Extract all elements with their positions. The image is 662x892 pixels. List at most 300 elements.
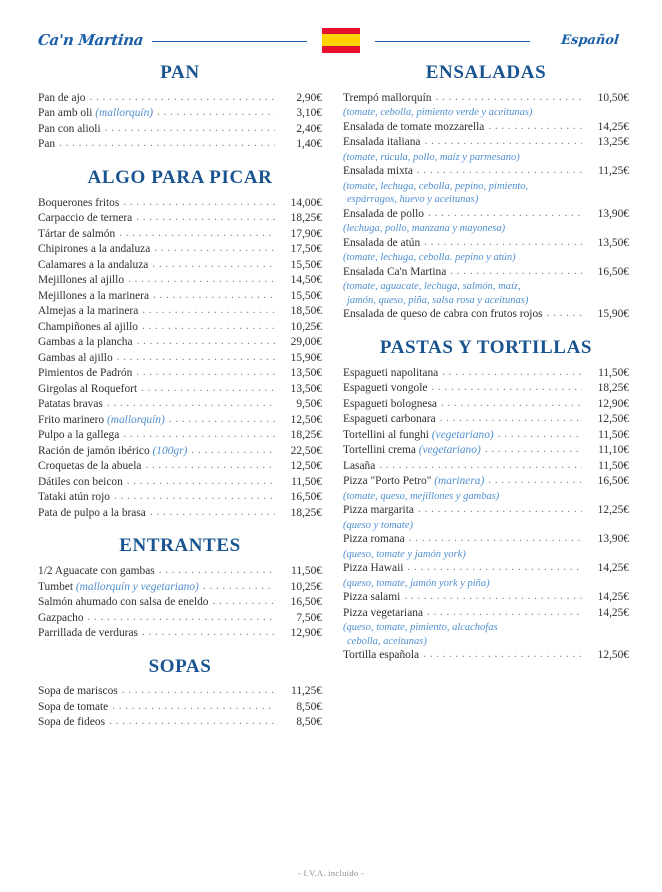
- menu-item-name: [343, 474, 484, 490]
- menu-section-entrantes: [38, 535, 322, 641]
- menu-item-label: Champiñones al ajillo: [38, 320, 138, 333]
- menu-item: [343, 474, 629, 490]
- leader-dots: [409, 535, 582, 548]
- menu-item-label: Sopa de fideos: [38, 716, 106, 729]
- menu-item: [38, 106, 322, 122]
- menu-item: [38, 137, 322, 153]
- leader-dots: [431, 384, 582, 397]
- menu-item-price: 22,50€: [290, 444, 322, 457]
- leader-dots: [114, 493, 275, 506]
- menu-item-description: (queso, tomate, pimiento, alcachofas: [343, 622, 498, 634]
- menu-item-label: Pimientos de Padrón: [38, 367, 133, 380]
- menu-item-label: Ensalada de pollo: [343, 207, 424, 220]
- menu-item: [38, 397, 322, 413]
- menu-item: [343, 164, 629, 180]
- menu-item-name: [343, 561, 403, 577]
- menu-item-label: Parrillada de verduras: [38, 627, 138, 640]
- menu-item: [343, 307, 629, 323]
- menu-item-price: 14,50€: [290, 274, 322, 287]
- menu-item-label: Gambas a la plancha: [38, 336, 133, 349]
- menu-item-price: 12,90€: [290, 627, 322, 640]
- menu-item-price: 10,50€: [597, 91, 629, 104]
- menu-item-label: Ensalada Ca'n Martina: [343, 265, 447, 278]
- leader-dots: [141, 384, 275, 397]
- menu-item: [38, 700, 322, 716]
- menu-item-label: Tortellini crema: [343, 444, 419, 457]
- menu-item-name: [38, 459, 141, 475]
- menu-item-name: [343, 428, 494, 444]
- menu-item-price: 15,90€: [597, 308, 629, 321]
- menu-item-name: [343, 412, 436, 428]
- menu-item-label: Tataki atún rojo: [38, 491, 110, 504]
- menu-item: [343, 503, 629, 519]
- menu-item-price: 13,90€: [597, 207, 629, 220]
- menu-item-name: [343, 265, 446, 281]
- footer-note: - I.V.A. incluido -: [298, 868, 364, 878]
- menu-item-price: 13,90€: [597, 533, 629, 546]
- leader-dots: [145, 462, 275, 475]
- leader-dots: [142, 629, 275, 642]
- leader-dots: [88, 613, 275, 626]
- menu-item: [38, 626, 322, 642]
- header-rule-left: [152, 41, 307, 42]
- menu-item-name: [38, 227, 115, 243]
- menu-item-name: [343, 91, 432, 107]
- menu-item-name: [343, 381, 427, 397]
- menu-item-label: Pan: [38, 138, 56, 151]
- menu-item-name: [38, 397, 103, 413]
- menu-item-name: [343, 207, 424, 223]
- leader-dots: [153, 291, 275, 304]
- menu-item-note: (vegetariano): [431, 428, 494, 441]
- leader-dots: [379, 461, 582, 474]
- menu-item: [343, 606, 629, 622]
- menu-item-name: [38, 684, 118, 700]
- menu-item-description: (tomate, lechuga, cebolla. pepino y atún): [343, 252, 516, 264]
- menu-item-note: (marinera): [434, 475, 485, 488]
- menu-item: [38, 122, 322, 138]
- menu-item-price: 16,50€: [290, 491, 322, 504]
- menu-item-price: 12,25€: [597, 504, 629, 517]
- menu-item: [38, 459, 322, 475]
- menu-item: [343, 265, 629, 281]
- menu-item-name: [38, 242, 150, 258]
- leader-dots: [107, 400, 275, 413]
- leader-dots: [436, 93, 583, 106]
- menu-item-label: Girgolas al Roquefort: [38, 382, 138, 395]
- leader-dots: [441, 399, 582, 412]
- leader-dots: [159, 567, 275, 580]
- leader-dots: [498, 430, 582, 443]
- menu-item-name: [38, 122, 101, 138]
- menu-item-price: 11,50€: [598, 366, 629, 379]
- menu-item: [343, 443, 629, 459]
- menu-item-description: (tomate, cebolla, pimiento verde y aceitunas): [343, 107, 533, 119]
- menu-item: [38, 428, 322, 444]
- menu-item: [38, 382, 322, 398]
- menu-item-price: 11,50€: [291, 565, 322, 578]
- menu-item-note: (vegetariano): [418, 444, 481, 457]
- menu-item-description: (lechuga, pollo, manzana y mayonesa): [343, 223, 506, 235]
- menu-item-label: Pizza vegetariana: [343, 606, 424, 619]
- menu-item: [343, 381, 629, 397]
- menu-item: [343, 207, 629, 223]
- menu-item: [38, 564, 322, 580]
- menu-item-label: Ensalada de tomate mozzarella: [343, 120, 485, 133]
- leader-dots: [109, 718, 275, 731]
- menu-item-price: 12,50€: [597, 413, 629, 426]
- menu-item: [38, 366, 322, 382]
- menu-item-price: 2,90€: [296, 91, 322, 104]
- menu-item-label: Sopa de mariscos: [38, 685, 118, 698]
- menu-item-price: 12,50€: [290, 460, 322, 473]
- menu-item-name: [343, 307, 543, 323]
- menu-item-price: 7,50€: [296, 611, 322, 624]
- menu-item-name: [38, 273, 124, 289]
- leader-dots: [152, 260, 275, 273]
- menu-item: [343, 648, 629, 664]
- menu-item-name: [343, 366, 438, 382]
- menu-item-name: [343, 503, 414, 519]
- leader-dots: [203, 582, 275, 595]
- menu-item: [343, 120, 629, 136]
- menu-item-name: [38, 611, 84, 627]
- menu-item-label: Pan de ajo: [38, 91, 86, 104]
- menu-item-label: Espagueti bolognesa: [343, 397, 437, 410]
- menu-item-price: 14,25€: [597, 606, 629, 619]
- menu-item-label: Pizza salami: [343, 591, 401, 604]
- menu-item-label: Pizza "Porto Petro": [343, 475, 435, 488]
- menu-item: [38, 506, 322, 522]
- menu-item-name: [38, 196, 119, 212]
- menu-item-label: Ensalada mixta: [343, 165, 413, 178]
- menu-item-price: 15,50€: [290, 289, 322, 302]
- section-title: ALGO PARA PICAR: [87, 166, 273, 188]
- menu-item-label: Salmón ahumado con salsa de eneldo: [38, 596, 209, 609]
- menu-item-label: Lasaña: [343, 459, 376, 472]
- leader-dots: [488, 122, 582, 135]
- menu-item-name: [343, 135, 420, 151]
- section-title: SOPAS: [148, 655, 212, 677]
- menu-item: [343, 91, 629, 107]
- menu-item-name: [38, 475, 123, 491]
- menu-item-price: 11,50€: [598, 459, 629, 472]
- menu-item: [343, 532, 629, 548]
- leader-dots: [450, 267, 582, 280]
- leader-dots: [136, 214, 275, 227]
- menu-item-label: Tortilla española: [343, 649, 420, 662]
- menu-item-name: [38, 106, 153, 122]
- menu-column-left: [0, 62, 331, 731]
- menu-item-name: [38, 351, 113, 367]
- menu-item-price: 10,25€: [290, 580, 322, 593]
- menu-item: [38, 684, 322, 700]
- menu-section-ensaladas: [343, 62, 629, 323]
- menu-item: [38, 335, 322, 351]
- menu-item-note: (100gr): [152, 444, 188, 457]
- menu-item: [38, 91, 322, 107]
- leader-dots: [417, 167, 582, 180]
- menu-item-label: Tortellini al funghi: [343, 428, 432, 441]
- spain-flag-icon: [321, 27, 361, 54]
- menu-item-label: Frito marinero: [38, 413, 107, 426]
- leader-dots: [128, 276, 275, 289]
- menu-item-label: Pan con alioli: [38, 122, 101, 135]
- leader-dots: [117, 353, 275, 366]
- menu-item-label: Pulpo a la gallega: [38, 429, 120, 442]
- leader-dots: [428, 209, 582, 222]
- menu-item-label: Tumbet: [38, 580, 76, 593]
- menu-item-label: Espagueti napolitana: [343, 366, 439, 379]
- menu-item: [38, 475, 322, 491]
- menu-item: [343, 135, 629, 151]
- menu-item-name: [38, 700, 108, 716]
- menu-item-label: Pizza margarita: [343, 504, 414, 517]
- menu-item-label: Boquerones fritos: [38, 196, 120, 209]
- menu-item-name: [38, 444, 187, 460]
- menu-item-price: 16,50€: [290, 596, 322, 609]
- menu-item-label: Mejillones a la marinera: [38, 289, 150, 302]
- menu-item-name: [38, 413, 165, 429]
- menu-item-name: [343, 236, 420, 252]
- leader-dots: [485, 446, 582, 459]
- menu-item-price: 16,50€: [597, 475, 629, 488]
- menu-item: [343, 366, 629, 382]
- menu-item-price: 11,25€: [598, 165, 629, 178]
- leader-dots: [105, 124, 275, 137]
- leader-dots: [89, 93, 275, 106]
- menu-item-price: 18,25€: [290, 212, 322, 225]
- menu-item-name: [38, 490, 110, 506]
- flag-band-yellow: [322, 34, 360, 47]
- leader-dots: [154, 245, 275, 258]
- menu-item-description: (queso y tomate): [343, 519, 413, 531]
- menu-item-label: Dátiles con beicon: [38, 475, 123, 488]
- menu-item-price: 11,50€: [598, 428, 629, 441]
- menu-item-label: Carpaccio de ternera: [38, 212, 133, 225]
- leader-dots: [123, 198, 275, 211]
- menu-item: [38, 444, 322, 460]
- leader-dots: [169, 415, 275, 428]
- menu-item: [38, 351, 322, 367]
- leader-dots: [213, 598, 276, 611]
- menu-section-pan: [38, 62, 322, 153]
- menu-item-name: [343, 532, 405, 548]
- menu-item: [38, 196, 322, 212]
- language-label: Español: [560, 32, 620, 48]
- flag-band-red-bottom: [322, 46, 360, 52]
- menu-item: [38, 715, 322, 731]
- menu-item: [343, 459, 629, 475]
- menu-item-label: Patatas bravas: [38, 398, 103, 411]
- menu-item-name: [38, 304, 138, 320]
- menu-item-name: [343, 120, 484, 136]
- menu-item-label: Sopa de tomate: [38, 700, 109, 713]
- leader-dots: [157, 109, 275, 122]
- menu-item-label: Ensalada de atún: [343, 236, 421, 249]
- menu-item-name: [38, 335, 133, 351]
- menu-item-label: Tártar de salmón: [38, 227, 116, 240]
- menu-item-name: [38, 258, 148, 274]
- menu-item-name: [38, 382, 137, 398]
- menu-item-price: 18,25€: [290, 429, 322, 442]
- menu-item: [38, 595, 322, 611]
- menu-item-price: 13,25€: [597, 136, 629, 149]
- menu-item: [38, 289, 322, 305]
- menu-item-label: Pizza Hawaii: [343, 562, 404, 575]
- menu-columns: [0, 62, 662, 731]
- menu-item-description: (tomate, queso, mejillones y gambas): [343, 490, 500, 502]
- leader-dots: [547, 310, 582, 323]
- menu-item-label: Pizza romana: [343, 533, 405, 546]
- leader-dots: [423, 651, 582, 664]
- section-title: PASTAS Y TORTILLAS: [379, 336, 593, 358]
- menu-item-description: (tomate, lechuga, cebolla, pepino, pimiento,: [343, 180, 529, 192]
- menu-item: [38, 580, 322, 596]
- menu-section-sopas: [38, 656, 322, 731]
- menu-item-name: [343, 590, 400, 606]
- menu-item-label: Pata de pulpo a la brasa: [38, 506, 146, 519]
- menu-item-note: (mallorquín): [106, 413, 165, 426]
- leader-dots: [424, 238, 582, 251]
- leader-dots: [122, 687, 275, 700]
- menu-column-right: [331, 62, 662, 731]
- menu-item-label: Almejas a la marinera: [38, 305, 139, 318]
- leader-dots: [136, 369, 275, 382]
- menu-item-description: cebolla, aceitunas): [347, 635, 427, 647]
- menu-item-name: [38, 137, 55, 153]
- leader-dots: [142, 307, 275, 320]
- leader-dots: [191, 446, 275, 459]
- menu-item-price: 18,25€: [290, 506, 322, 519]
- menu-item: [38, 611, 322, 627]
- menu-item-price: 12,90€: [597, 397, 629, 410]
- menu-item: [343, 412, 629, 428]
- menu-item-label: Gazpacho: [38, 611, 84, 624]
- menu-section-pastas-y-tortillas: [343, 337, 629, 664]
- menu-item-price: 29,00€: [290, 336, 322, 349]
- menu-item-name: [343, 164, 413, 180]
- menu-item-price: 18,25€: [597, 382, 629, 395]
- menu-item-price: 18,50€: [290, 305, 322, 318]
- menu-item: [38, 242, 322, 258]
- leader-dots: [127, 477, 275, 490]
- menu-item-label: Pan amb oli: [38, 107, 96, 120]
- menu-item-name: [38, 595, 209, 611]
- menu-item: [38, 413, 322, 429]
- menu-item-price: 8,50€: [296, 700, 322, 713]
- menu-item-note: (mallorquín y vegetariano): [75, 580, 199, 593]
- leader-dots: [418, 506, 582, 519]
- menu-item-price: 14,25€: [597, 562, 629, 575]
- menu-item-price: 12,50€: [290, 413, 322, 426]
- menu-item-price: 16,50€: [597, 265, 629, 278]
- menu-item-label: Ración de jamón ibérico: [38, 444, 153, 457]
- menu-item: [343, 428, 629, 444]
- menu-item-name: [38, 428, 119, 444]
- menu-item-label: Espagueti carbonara: [343, 413, 436, 426]
- menu-item-name: [38, 211, 132, 227]
- menu-item-name: [343, 443, 481, 459]
- leader-dots: [123, 431, 275, 444]
- menu-item-name: [343, 459, 375, 475]
- page-header: [0, 22, 662, 58]
- section-title: ENTRANTES: [119, 535, 241, 557]
- menu-item-name: [38, 715, 105, 731]
- menu-item-label: Espagueti vongole: [343, 382, 428, 395]
- menu-item-note: (mallorquín): [95, 107, 154, 120]
- menu-item-name: [38, 506, 146, 522]
- menu-item-price: 11,25€: [291, 685, 322, 698]
- menu-item-label: Trempó mallorquín: [343, 91, 432, 104]
- menu-item-price: 12,50€: [597, 649, 629, 662]
- leader-dots: [407, 564, 582, 577]
- menu-item-price: 11,50€: [291, 475, 322, 488]
- menu-item: [38, 211, 322, 227]
- menu-item-name: [38, 366, 132, 382]
- menu-item-description: espárragos, huevo y aceitunas): [347, 194, 479, 206]
- menu-item-price: 10,25€: [290, 320, 322, 333]
- menu-item: [38, 304, 322, 320]
- menu-item-name: [38, 564, 155, 580]
- restaurant-logo: Ca'n Martina: [37, 31, 145, 49]
- leader-dots: [440, 415, 582, 428]
- menu-item-description: jamón, queso, piña, salsa rosa y aceitunas): [347, 294, 529, 306]
- menu-item-price: 2,40€: [296, 122, 322, 135]
- section-title: ENSALADAS: [425, 62, 547, 83]
- menu-item: [343, 236, 629, 252]
- menu-item-price: 11,10€: [598, 444, 629, 457]
- menu-item-price: 15,50€: [290, 258, 322, 271]
- menu-item-name: [38, 626, 138, 642]
- menu-item-label: 1/2 Aguacate con gambas: [38, 565, 155, 578]
- menu-item-price: 17,50€: [290, 243, 322, 256]
- menu-item-name: [38, 289, 149, 305]
- menu-item: [38, 258, 322, 274]
- section-title: PAN: [160, 62, 200, 83]
- menu-item: [343, 590, 629, 606]
- menu-item-description: (tomate, rúcula, pollo, maíz y parmesano): [343, 151, 520, 163]
- menu-item: [38, 320, 322, 336]
- menu-item-price: 14,25€: [597, 591, 629, 604]
- menu-item-price: 13,50€: [597, 236, 629, 249]
- menu-item-name: [343, 648, 419, 664]
- menu-item-price: 9,50€: [296, 398, 322, 411]
- menu-item: [343, 561, 629, 577]
- menu-item-price: 3,10€: [296, 107, 322, 120]
- leader-dots: [442, 368, 582, 381]
- menu-item-price: 14,25€: [597, 120, 629, 133]
- menu-item-label: Chipirones a la andaluza: [38, 243, 151, 256]
- leader-dots: [150, 508, 275, 521]
- menu-item-price: 13,50€: [290, 367, 322, 380]
- menu-item-description: (queso, tomate, jamón york y piña): [343, 577, 490, 589]
- menu-item-label: Croquetas de la abuela: [38, 460, 142, 473]
- leader-dots: [488, 477, 582, 490]
- menu-item-label: Calamares a la andaluza: [38, 258, 149, 271]
- menu-section-algo-para-picar: [38, 167, 322, 521]
- menu-item-price: 15,90€: [290, 351, 322, 364]
- leader-dots: [424, 138, 582, 151]
- menu-item: [38, 273, 322, 289]
- menu-item: [38, 227, 322, 243]
- menu-item-description: (tomate, aguacate, lechuga, salmón, maíz,: [343, 281, 521, 293]
- menu-item-name: [38, 580, 199, 596]
- menu-item-description: (queso, tomate y jamón york): [343, 548, 466, 560]
- leader-dots: [404, 593, 582, 606]
- menu-item-label: Mejillones al ajillo: [38, 274, 125, 287]
- leader-dots: [137, 338, 275, 351]
